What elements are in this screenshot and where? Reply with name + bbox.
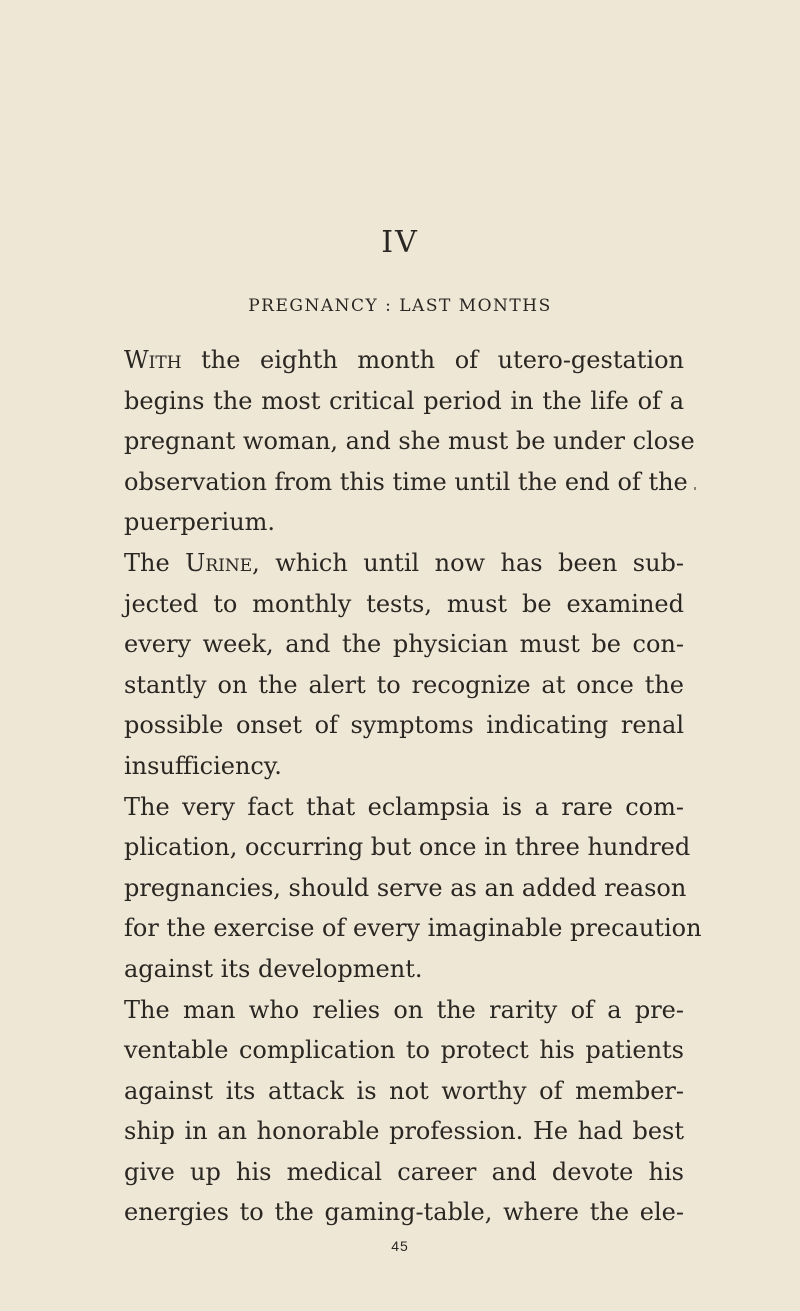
text-line: observation from this time until the end of the — [124, 467, 688, 496]
text-line: ship in an honorable profession. He had best — [124, 1117, 684, 1146]
text-line: puerperium. — [124, 508, 276, 537]
text-line: every week, and the physician must be con- — [124, 630, 684, 659]
text-line: possible onset of symptoms indicating renal — [124, 711, 684, 740]
urine-term: Urine — [185, 548, 253, 577]
chapter-number: IV — [381, 225, 419, 260]
text-line: plication, occurring but once in three hundred — [124, 833, 691, 862]
text-line: for the exercise of every imaginable precaution — [124, 914, 702, 943]
text-line: energies to the gaming-table, where the ele- — [124, 1198, 684, 1227]
body-text — [124, 340, 702, 1233]
text-line: pregnancies, should serve as an added reason — [124, 873, 687, 902]
chapter-title: PREGNANCY : LAST MONTHS — [248, 296, 552, 316]
text-line: against its attack is not worthy of member- — [124, 1076, 684, 1105]
text-line — [124, 340, 684, 381]
text-line-content: the eighth month of utero-gestation — [181, 346, 684, 374]
opening-word: With — [124, 346, 182, 374]
text-line: The man who relies on the rarity of a pre- — [124, 995, 684, 1024]
text-line: insufficiency. — [124, 751, 282, 780]
text-line: The very fact that eclampsia is a rare com- — [124, 792, 684, 821]
text-line: begins the most critical period in the life of a — [124, 386, 684, 415]
text-line: pregnant woman, and she must be under close — [124, 427, 695, 456]
text-line-content: The — [124, 548, 186, 577]
text-line: give up his medical career and devote his — [124, 1157, 684, 1186]
text-line: stantly on the alert to recognize at once the — [124, 670, 684, 699]
text-line — [124, 543, 684, 584]
text-line: against its development. — [124, 954, 423, 983]
page-number: 45 — [391, 1238, 409, 1254]
margin-speck — [694, 487, 696, 490]
text-line-content: , which until now has been sub- — [252, 548, 685, 577]
text-line: ventable complication to protect his patients — [124, 1036, 684, 1065]
text-line: jected to monthly tests, must be examined — [124, 589, 684, 618]
